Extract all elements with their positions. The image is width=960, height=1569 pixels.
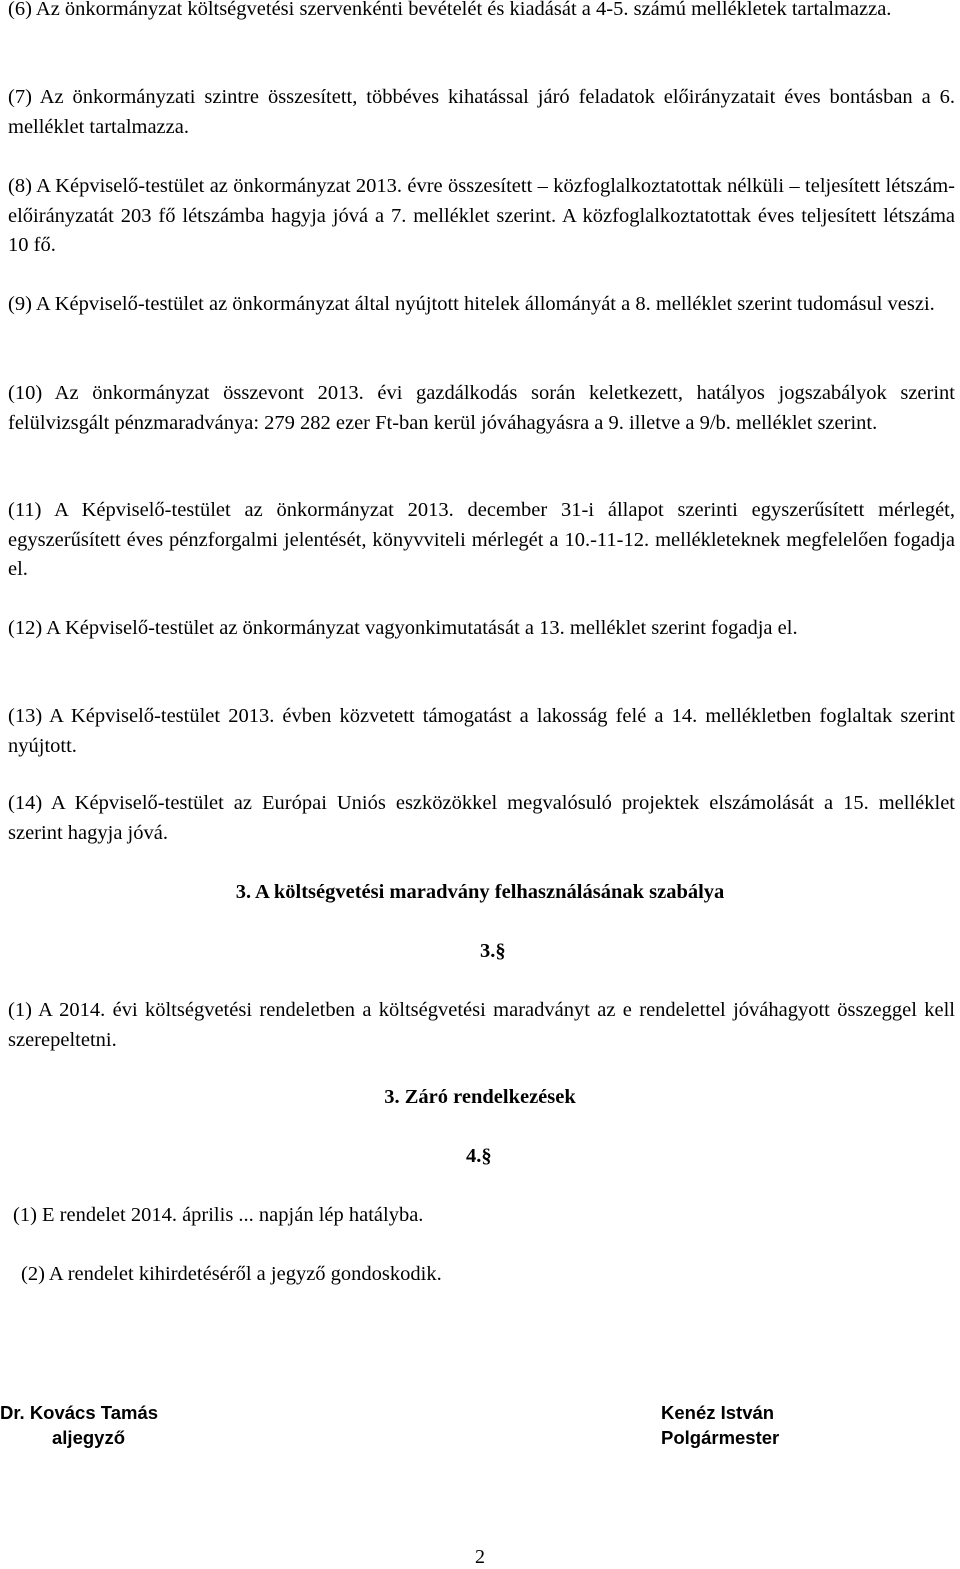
left-signatory-name: Dr. Kovács Tamás <box>0 1402 159 1423</box>
closing-paragraph-1: (1) E rendelet 2014. április ... napján lép hatályba. <box>13 1204 424 1226</box>
paragraph-7: (7) Az önkormányzati szintre összesített, többéves kihatással járó feladatok előirányzatait éves bontásban a 6. melléklet tartalmazza. <box>8 86 955 138</box>
section-3-number: 3.§ <box>480 940 506 962</box>
closing-number: 4.§ <box>466 1145 492 1167</box>
paragraph-12: (12) A Képviselő-testület az önkormányzat vagyonkimutatását a 13. melléklet szerint fogadja el. <box>8 617 798 639</box>
closing-paragraph-2: (2) A rendelet kihirdetéséről a jegyző gondoskodik. <box>21 1263 442 1285</box>
paragraph-11: (11) A Képviselő-testület az önkormányzat 2013. december 31-i állapot szerinti egyszerűsített mérlegét, egyszerűsített éves pénzforgalmi jelentését, könyvviteli mérlegét a 10.-11-12. mellékleteknek megfelelően fogadja el. <box>8 499 955 580</box>
paragraph-6: (6) Az önkormányzat költségvetési szervenkénti bevételét és kiadását a 4-5. számú mellékletek tartalmazza. <box>8 0 892 20</box>
right-signatory-title: Polgármester <box>661 1427 780 1448</box>
paragraph-13: (13) A Képviselő-testület 2013. évben közvetett támogatást a lakosság felé a 14. mellékletben foglaltak szerint nyújtott. <box>8 705 955 757</box>
page-number: 2 <box>475 1546 485 1568</box>
right-signatory-name: Kenéz István <box>661 1402 775 1423</box>
section-3-paragraph-1: (1) A 2014. évi költségvetési rendeletben a költségvetési maradványt az e rendelettel jóváhagyott összeggel kell szerepeltetni. <box>8 999 955 1051</box>
paragraph-10: (10) Az önkormányzat összevont 2013. évi gazdálkodás során keletkezett, hatályos jogszabályok szerint felülvizsgált pénzmaradványa: 279 282 ezer Ft-ban kerül jóváhagyásra a 9. illetve a 9/b. melléklet szerint. <box>8 382 955 434</box>
closing-title: 3. Záró rendelkezések <box>384 1086 576 1108</box>
section-3-title: 3. A költségvetési maradvány felhasználásának szabálya <box>235 881 725 903</box>
paragraph-8: (8) A Képviselő-testület az önkormányzat 2013. évre összesített – közfoglalkoztatottak nélküli – teljesített létszám-előirányzatát 203 fő létszámba hagyja jóvá a 7. melléklet szerint. A közfoglalkoztatottak éves teljesített létszáma 10 fő. <box>8 175 955 256</box>
paragraph-14: (14) A Képviselő-testület az Európai Uniós eszközökkel megvalósuló projektek elszámolását a 15. melléklet szerint hagyja jóvá. <box>8 792 955 844</box>
paragraph-9: (9) A Képviselő-testület az önkormányzat által nyújtott hitelek állományát a 8. melléklet szerint tudomásul veszi. <box>8 293 935 315</box>
left-signatory-title: aljegyző <box>52 1427 125 1448</box>
